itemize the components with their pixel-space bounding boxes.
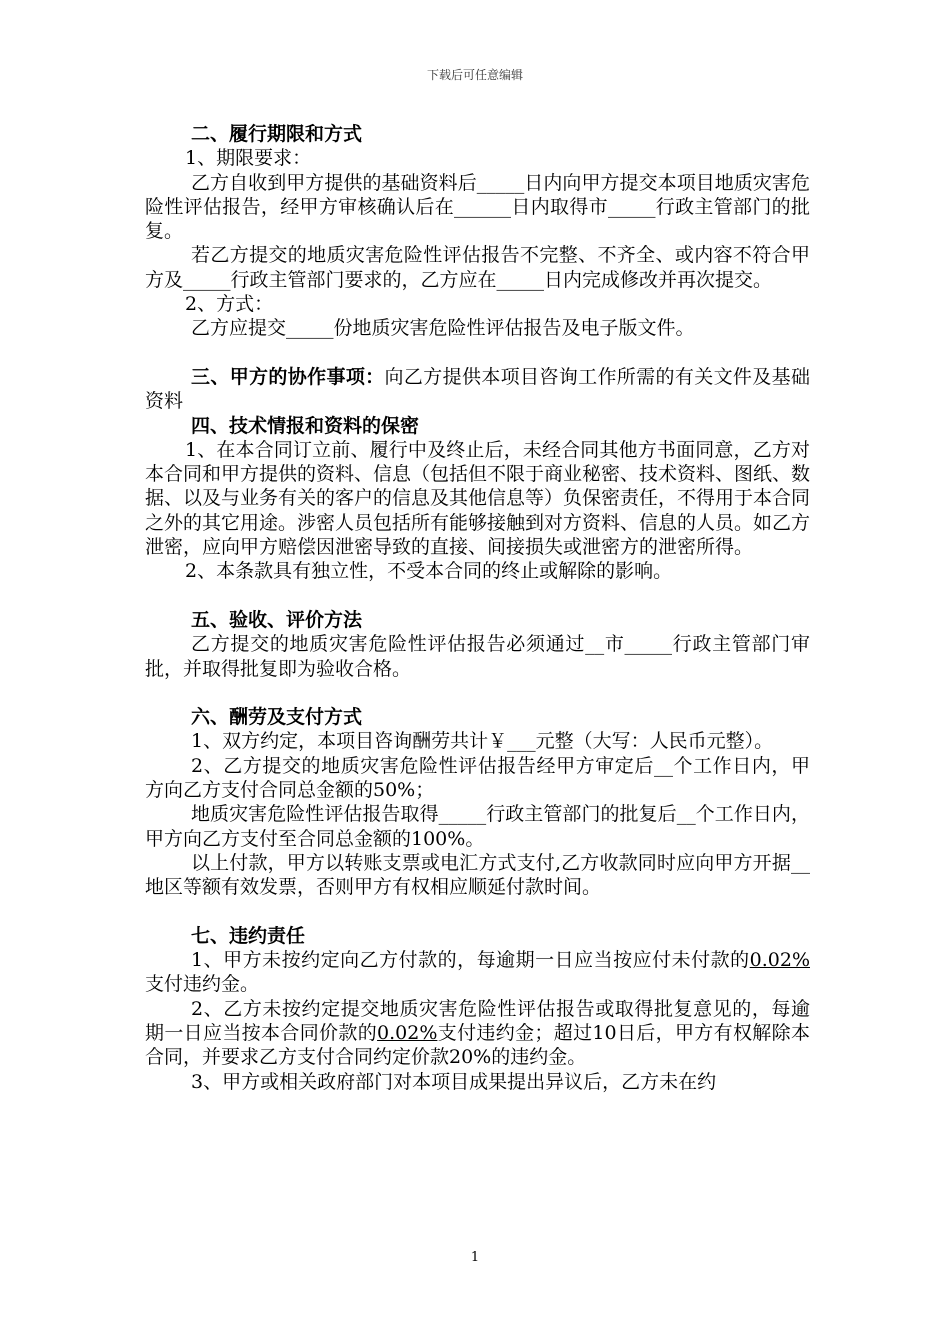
section-7-para-2 <box>145 997 810 1070</box>
section-2-title: 二、履行期限和方式 <box>191 123 363 145</box>
section-7-para-1-tail: 支付违约金。 <box>145 973 260 996</box>
section-2-para-2: 若乙方提交的地质灾害危险性评估报告不完整、不齐全、或内容不符合甲方及_____行政主管部门要求的，乙方应在_____日内完成修改并再次提交。 <box>145 244 810 291</box>
section-7-para-1 <box>145 948 810 997</box>
section-7-para-2-text: 2、乙方未按约定提交地质灾害危险性评估报告或取得批复意见的，每逾期一日应当按本合同价款的 <box>145 997 810 1044</box>
page-header: 下载后可任意编辑 <box>426 68 523 82</box>
page-number: 1 <box>470 1250 480 1265</box>
section-6-para-4: 以上付款，甲方以转账支票或电汇方式支付,乙方收款同时应向甲方开据__地区等额有效发票，否则甲方有权相应顺延付款时间。 <box>145 851 810 899</box>
section-6-para-2: 2、乙方提交的地质灾害危险性评估报告经甲方审定后__个工作日内，甲方向乙方支付合同总金额的50%； <box>145 754 810 802</box>
section-3 <box>145 365 810 414</box>
section-2-item-1: 1、期限要求： <box>185 147 312 170</box>
section-4-para-2: 2、本条款具有独立性，不受本合同的终止或解除的影响。 <box>185 560 673 583</box>
section-5-title: 五、验收、评价方法 <box>191 608 363 631</box>
section-4-para-1: 1、在本合同订立前、履行中及终止后，未经合同其他方书面同意，乙方对本合同和甲方提供的资料、信息（包括但不限于商业秘密、技术资料、图纸、数据、以及与业务有关的客户的信息及其他信息等）负保密责任，不得用于本合同之外的其它用途。涉密人员包括所有能够接触到对方资料、信息的人员。如乙方泄密，应向甲方赔偿因泄密导致的直接、间接损失或泄密方的泄密所得。 <box>145 438 811 559</box>
section-6-title: 六、酬劳及支付方式 <box>191 706 363 729</box>
section-6-para-3: 地质灾害危险性评估报告取得_____行政主管部门的批复后__个工作日内，甲方向乙方支付至合同总金额的100%。 <box>145 803 810 850</box>
document-body <box>145 122 810 1094</box>
section-5-para-1: 乙方提交的地质灾害危险性评估报告必须通过__市_____行政主管部门审批，并取得批复即为验收合格。 <box>145 633 810 680</box>
section-7-para-2-tail: 支付违约金；超过10日后，甲方有权解除本合同，并要求乙方支付合同约定价款20%的违约金。 <box>145 1021 810 1069</box>
section-7-para-1-text: 1、甲方未按约定向乙方付款的，每逾期一日应当按应付未付款的 <box>191 949 750 972</box>
section-3-text: 向乙方提供本项目咨询工作所需的有关文件及基础资料 <box>145 365 810 413</box>
penalty-rate: 0.02% <box>377 1021 438 1044</box>
section-7-title: 七、违约责任 <box>191 924 306 947</box>
section-7-para-3: 3、甲方或相关政府部门对本项目成果提出异议后，乙方未在约 <box>191 1070 717 1093</box>
section-2-para-3: 乙方应提交_____份地质灾害危险性评估报告及电子版文件。 <box>191 317 695 340</box>
section-2-item-2: 2、方式： <box>185 293 274 316</box>
section-3-title: 三、甲方的协作事项： <box>191 365 385 388</box>
section-6-para-1: 1、双方约定，本项目咨询酬劳共计￥___元整（大写：人民币元整）。 <box>191 730 774 753</box>
section-2-para-1: 乙方自收到甲方提供的基础资料后_____日内向甲方提交本项目地质灾害危险性评估报告，经甲方审核确认后在______日内取得市_____行政主管部门的批复。 <box>145 171 810 243</box>
section-4-title: 四、技术情报和资料的保密 <box>191 414 420 437</box>
penalty-rate: 0.02% <box>749 949 810 972</box>
